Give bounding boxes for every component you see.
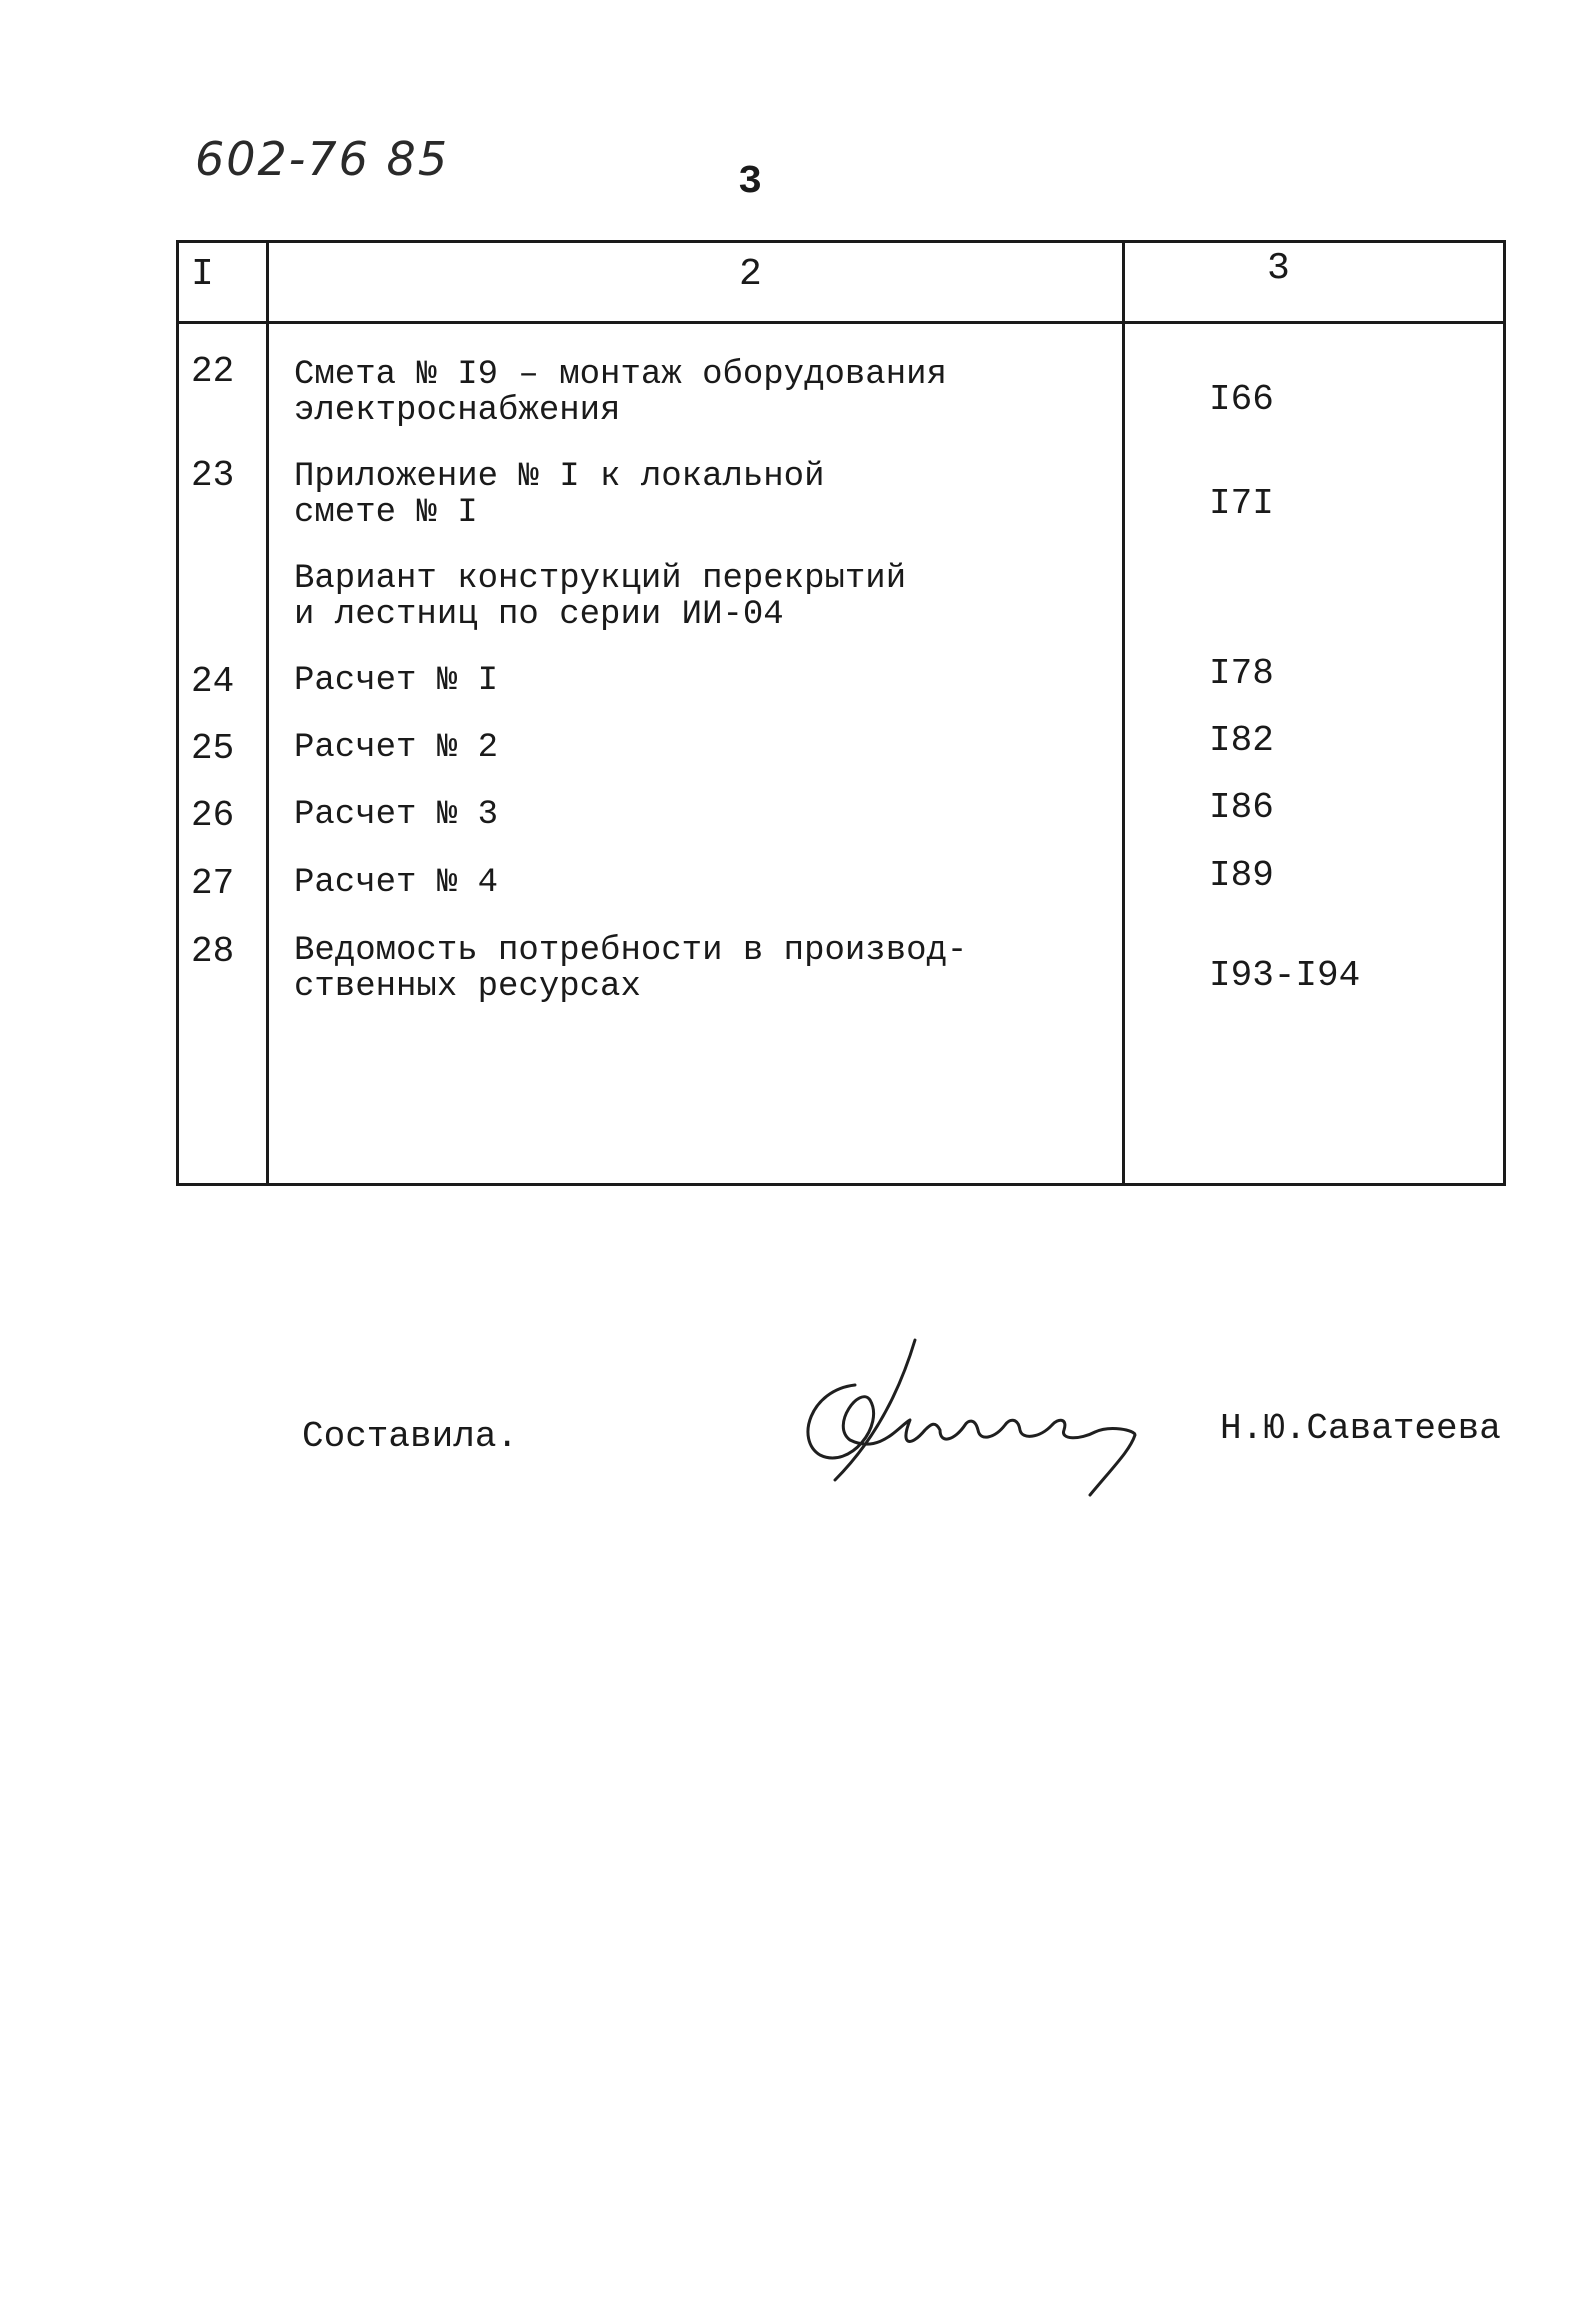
row-title: Расчет № 3 <box>294 796 499 834</box>
row-number: 22 <box>191 351 235 392</box>
row-number: 28 <box>191 931 235 972</box>
row-title: Расчет № 2 <box>294 729 499 767</box>
row-title: Приложение № I к локальной смете № I <box>294 458 825 532</box>
row-number: 26 <box>191 795 235 836</box>
column-header-number: I <box>191 253 214 296</box>
signature-icon <box>790 1330 1170 1510</box>
row-page: I82 <box>1209 720 1274 761</box>
row-number: 27 <box>191 863 235 904</box>
row-title: Смета № I9 – монтаж оборудования электроснабжения <box>294 356 947 430</box>
contents-table <box>176 240 1506 1186</box>
row-title: Расчет № 4 <box>294 864 499 902</box>
column-divider <box>266 243 269 1183</box>
row-page: I78 <box>1209 653 1274 694</box>
page-number: 3 <box>738 160 763 205</box>
row-number: 23 <box>191 455 235 496</box>
column-header-title: 2 <box>739 253 762 296</box>
row-page: I7I <box>1209 483 1274 524</box>
handwritten-document-code: 602-76 85 <box>195 132 450 186</box>
row-page: I66 <box>1209 379 1274 420</box>
compiler-name: Н.Ю.Саватеева <box>1220 1408 1501 1449</box>
row-title: Расчет № I <box>294 662 499 700</box>
compiled-by-label: Составила. <box>302 1416 519 1457</box>
row-number: 24 <box>191 661 235 702</box>
row-page: I89 <box>1209 855 1274 896</box>
row-number: 25 <box>191 728 235 769</box>
header-rule <box>179 321 1503 324</box>
row-page: I93-I94 <box>1209 955 1361 996</box>
row-page: I86 <box>1209 787 1274 828</box>
section-heading: Вариант конструкций перекрытий и лестниц по серии ИИ-04 <box>294 560 907 634</box>
column-divider <box>1122 243 1125 1183</box>
column-header-page: 3 <box>1267 247 1290 290</box>
row-title: Ведомость потребности в производ- ственных ресурсах <box>294 932 968 1006</box>
